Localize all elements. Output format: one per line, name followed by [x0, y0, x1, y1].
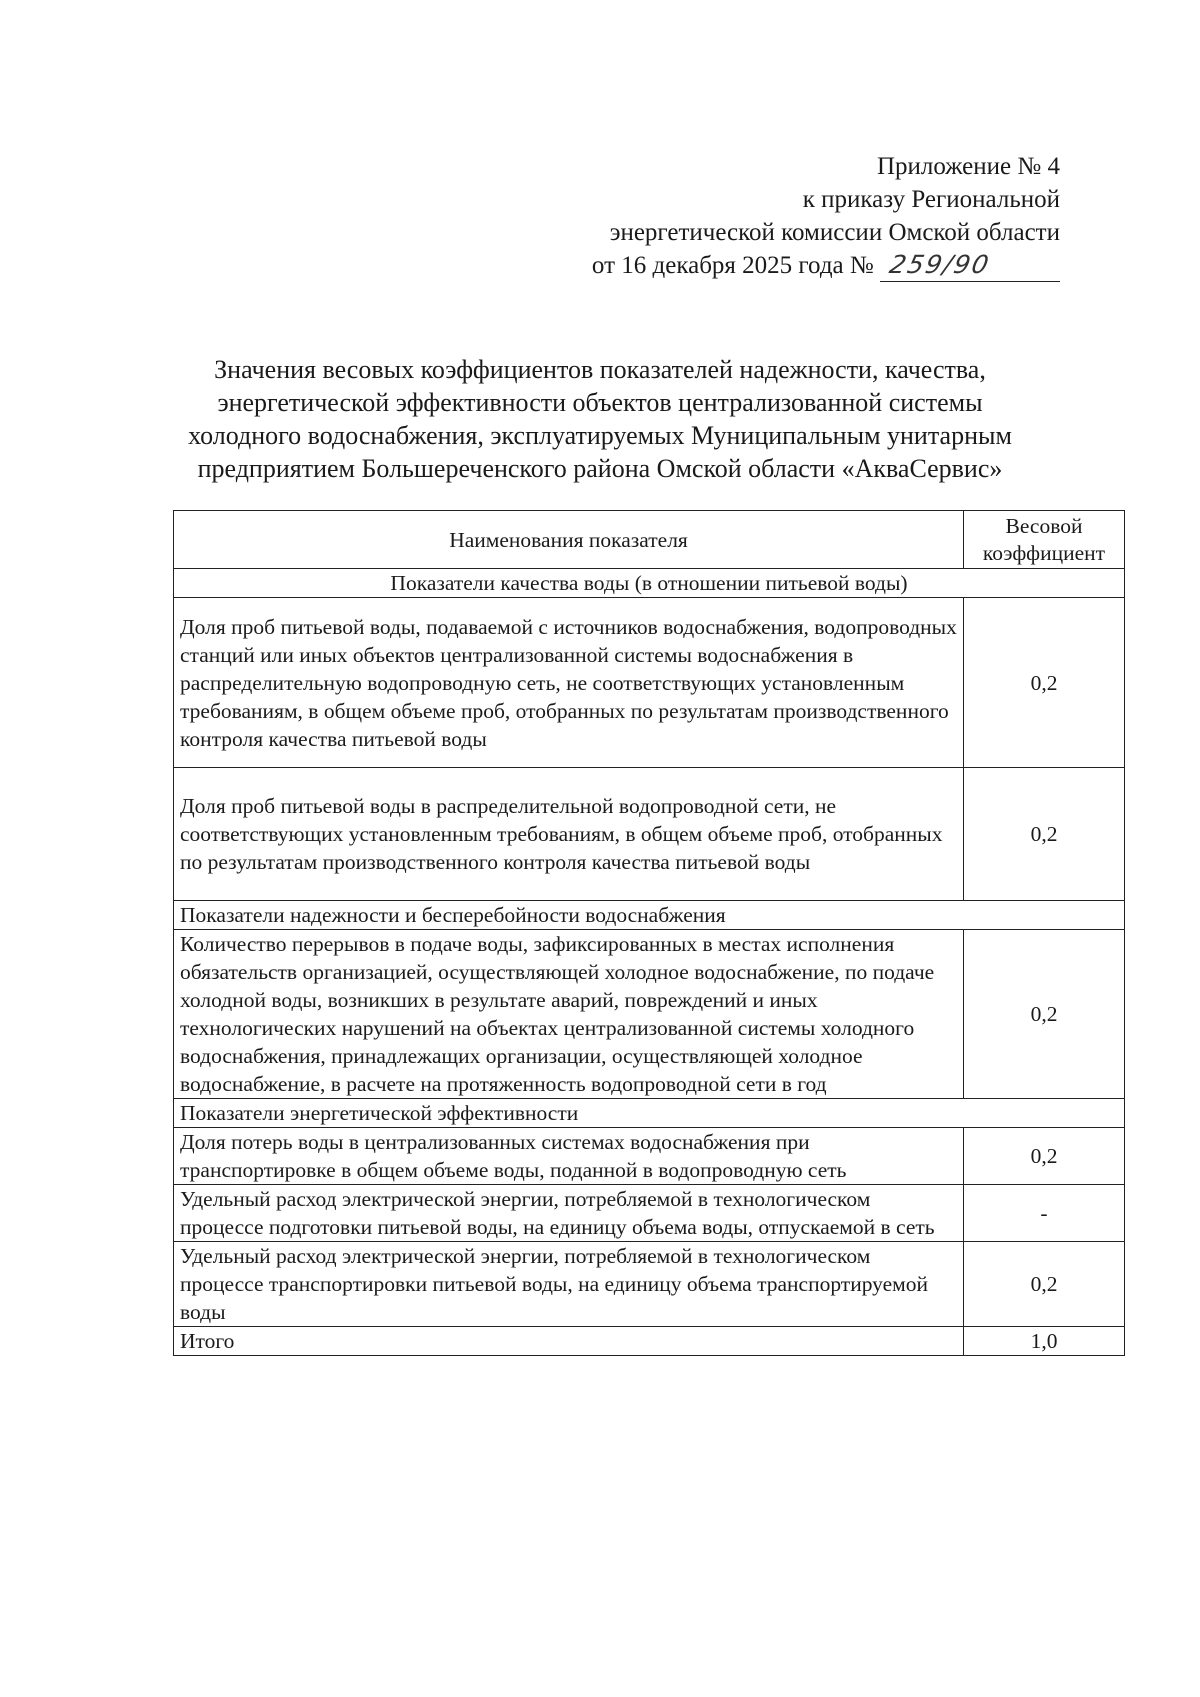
header-weight-line-2: коэффициент [982, 540, 1106, 565]
table-row [174, 930, 1125, 1099]
row-4-name: Доля потерь воды в централизованных системах водоснабжения при транспортировке в общем объеме воды, поданной в водопроводную сеть [174, 1128, 964, 1185]
table-row [174, 1128, 1125, 1185]
section-quality: Показатели качества воды (в отношении питьевой воды) [174, 569, 1125, 598]
section-row-reliability [174, 901, 1125, 930]
row-3-weight: 0,2 [964, 930, 1125, 1099]
section-energy: Показатели энергетической эффективности [174, 1099, 1125, 1128]
order-number-field [880, 251, 1060, 282]
table-header-row [174, 511, 1125, 569]
table-row [174, 768, 1125, 901]
table-row [174, 1185, 1125, 1242]
row-1-name: Доля проб питьевой воды, подаваемой с источников водоснабжения, водопроводных станций или иных объектов централизованной системы водоснабжения в распределительную водопроводную сеть, не соответствующих установленным требованиям, в общем объеме проб, отобранных по результатам производственного контроля качества питьевой воды [174, 598, 964, 768]
order-number-handwritten: 259/90 [886, 250, 994, 279]
row-1-weight: 0,2 [964, 598, 1125, 768]
title-line-3: холодного водоснабжения, эксплуатируемых Муниципальным унитарным [188, 421, 1012, 450]
row-2-name: Доля проб питьевой воды в распределительной водопроводной сети, не соответствующих установленным требованиям, в общем объеме проб, отобранных по результатам производственного контроля качества питьевой воды [174, 768, 964, 901]
document-title [150, 353, 1050, 485]
total-weight: 1,0 [964, 1327, 1125, 1356]
row-5-weight: - [964, 1185, 1125, 1242]
row-4-weight: 0,2 [964, 1128, 1125, 1185]
appendix-header [592, 150, 1060, 282]
coefficients-table [173, 510, 1125, 1356]
appendix-line-2: к приказу Региональной [802, 186, 1060, 213]
appendix-line-1: Приложение № 4 [876, 153, 1060, 180]
header-name: Наименования показателя [174, 511, 964, 569]
total-row [174, 1327, 1125, 1356]
row-3-name: Количество перерывов в подаче воды, зафиксированных в местах исполнения обязательств организацией, осуществляющей холодное водоснабжение, по подаче холодной воды, возникших в результате аварий, повреждений и иных технологических нарушений на объектах централизованной системы холодного водоснабжения, принадлежащих организации, осуществляющей холодное водоснабжение, в расчете на протяженность водопроводной сети в год [174, 930, 964, 1099]
order-date-text: от 16 декабря 2025 года № [591, 252, 874, 279]
table-row [174, 598, 1125, 768]
title-line-4: предприятием Большереченского района Омской области «АкваСервис» [197, 454, 1003, 483]
section-row-energy [174, 1099, 1125, 1128]
total-label: Итого [174, 1327, 964, 1356]
header-weight [964, 511, 1125, 569]
row-2-weight: 0,2 [964, 768, 1125, 901]
header-weight-line-1: Весовой [1005, 513, 1083, 538]
row-5-name: Удельный расход электрической энергии, потребляемой в технологическом процессе подготовки питьевой воды, на единицу объема воды, отпускаемой в сеть [174, 1185, 964, 1242]
row-6-name: Удельный расход электрической энергии, потребляемой в технологическом процессе транспортировки питьевой воды, на единицу объема транспортируемой воды [174, 1242, 964, 1327]
section-row-quality [174, 569, 1125, 598]
title-line-1: Значения весовых коэффициентов показателей надежности, качества, [214, 355, 986, 384]
title-line-2: энергетической эффективности объектов централизованной системы [217, 388, 983, 417]
table-row [174, 1242, 1125, 1327]
appendix-line-3: энергетической комиссии Омской области [609, 219, 1060, 246]
section-reliability: Показатели надежности и бесперебойности водоснабжения [174, 901, 1125, 930]
appendix-line-4 [592, 249, 1060, 282]
row-6-weight: 0,2 [964, 1242, 1125, 1327]
